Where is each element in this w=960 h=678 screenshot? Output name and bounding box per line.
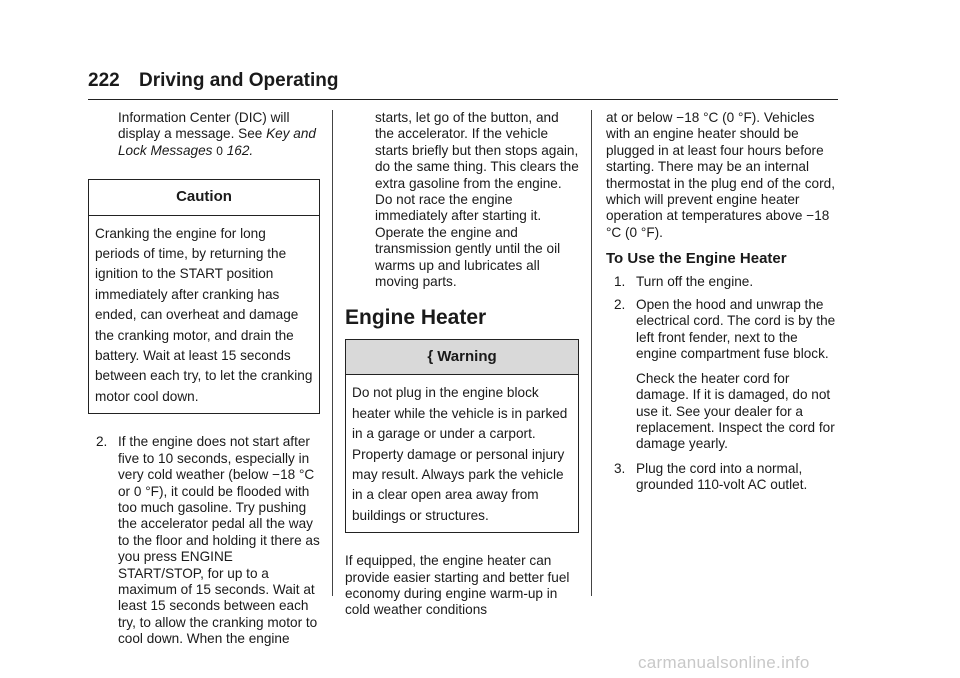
key-lock-messages-link[interactable]: Key and Lock Messages	[118, 126, 316, 158]
page-ref-icon: 0	[216, 143, 223, 158]
column-1	[88, 110, 320, 648]
continued-text-col3: at or below −18 °C (0 °F). Vehicles with an engine heater should be plugged in at least four hours before starting. There may be an internal thermostat in the plug end of the cord, which will prevent engine heater operation at temperatures above −18 °C (0 °F).	[606, 110, 835, 240]
subsection-title: To Use the Engine Heater	[606, 250, 787, 268]
column-2	[345, 110, 579, 619]
column-divider-2	[591, 110, 592, 596]
warning-body: Do not plug in the engine block heater while the vehicle is in parked in a garage or under a carport. Property damage or personal injury may result. Always park the vehicle in a clear open area away from buildings or structures.	[352, 385, 568, 523]
intro-paragraph: Information Center (DIC) will display a message. See Key and Lock Messages 0 162.	[118, 110, 316, 158]
warning-icon: {	[427, 347, 434, 365]
step-2-col3-text: Open the hood and unwrap the electrical cord. The cord is by the left front fender, next to the engine compartment fuse block.	[636, 297, 836, 362]
after-warning-paragraph: If equipped, the engine heater can provide easier starting and better fuel economy during engine warm-up in cold weather conditions	[345, 553, 570, 618]
step-1	[606, 274, 842, 290]
section-title: Engine Heater	[345, 306, 487, 330]
page-header	[88, 70, 339, 92]
watermark: carmanualsonline.info	[638, 653, 810, 672]
step-2	[88, 434, 320, 647]
continued-text: starts, let go of the button, and the accelerator. If the vehicle starts briefly but then stops again, do the same thing. This clears the extra gasoline from the engine. Do not race the engine immediately after starting it. Operate the engine and transmission gently until the oil warms up and lubricates all moving parts.	[375, 110, 579, 290]
header-rule	[88, 99, 838, 100]
step-2-number: 2.	[96, 434, 108, 450]
step-3-text: Plug the cord into a normal, grounded 110-volt AC outlet.	[636, 460, 808, 493]
intro-text: Information Center (DIC) will display a message. See	[118, 110, 290, 142]
column-divider-1	[332, 110, 333, 596]
warning-header	[346, 340, 578, 375]
warning-box	[345, 339, 579, 533]
column-3	[606, 110, 842, 494]
step-3	[606, 461, 842, 494]
step-2-col3	[606, 297, 842, 363]
chapter-title: Driving and Operating	[138, 70, 339, 91]
page-ref[interactable]: 162	[226, 142, 250, 158]
step-3-number: 3.	[614, 460, 626, 476]
page-number: 222	[88, 70, 120, 91]
caution-body: Cranking the engine for long periods of time, by returning the ignition to the START position immediately after cranking has ended, can overheat and damage the cranking motor, and drain the battery. Wait at least 15 seconds between each try, to let the cranking motor cool down.	[95, 225, 313, 404]
warning-title: Warning	[437, 347, 497, 365]
caution-title: Caution	[89, 180, 319, 215]
step-2-note: Check the heater cord for damage. If it is damaged, do not use it. See your dealer for a replacement. Inspect the cord for damage yearly.	[636, 370, 835, 452]
step-1-text: Turn off the engine.	[636, 273, 754, 289]
caution-box	[88, 179, 320, 414]
step-2-col3-number: 2.	[614, 297, 626, 313]
step-1-number: 1.	[614, 273, 626, 289]
step-2-text: If the engine does not start after five to 10 seconds, especially in very cold weather (below −18 °C or 0 °F), it could be flooded with too much gasoline. Try pushing the accelerator pedal all the way to the floor and holding it there as you press ENGINE START/STOP, for up to a maximum of 15 seconds. Wait at least 15 seconds between each try, to allow the cranking motor to cool down. When the engine	[118, 434, 320, 647]
